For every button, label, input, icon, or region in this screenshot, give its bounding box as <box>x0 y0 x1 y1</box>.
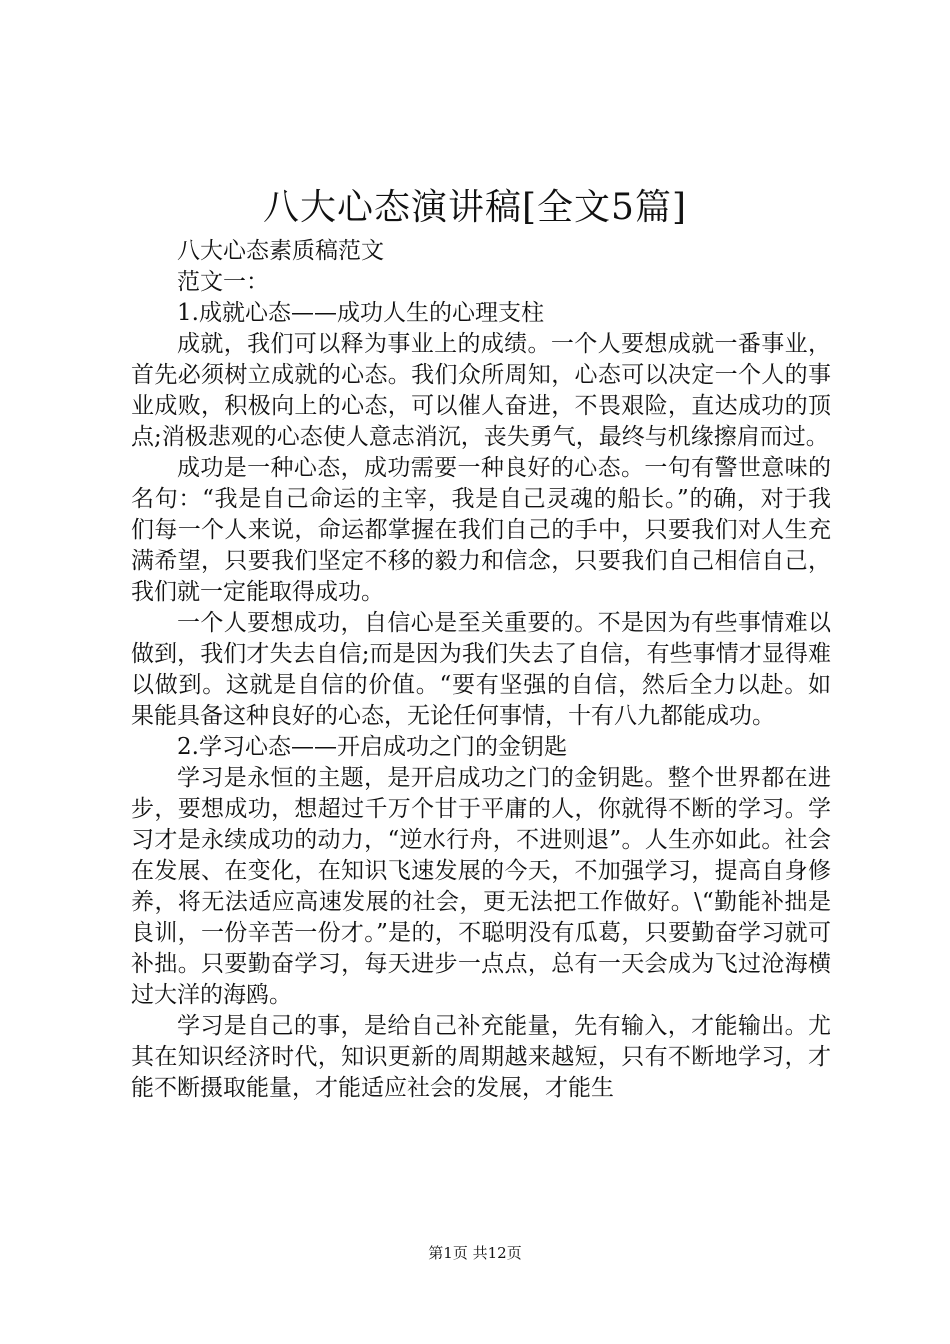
heading-learning: 2.学习心态——开启成功之门的金钥匙 <box>177 734 567 760</box>
body-paragraph: 学习是永恒的主题，是开启成功之门的金钥匙。整个世界都在进步，要想成功，想超过千万个甘于平庸的人，你就得不断的学习。学习才是永续成功的动力，“逆水行舟，不进则退”。人生亦如此。社会在发展、在变化，在知识飞速发展的今天，不加强学习，提高自身修养，将无法适应高速发展的社会，更无法把工作做好。\“勤能补拙是良训，一份辛苦一份才。”是的，不聪明没有瓜葛，只要勤奋学习就可补拙。只要勤奋学习，每天进步一点点，总有一天会成为飞过沧海横过大洋的海鸥。 <box>131 765 831 1008</box>
document-body <box>131 236 831 1104</box>
section-label: 范文一： <box>177 269 269 295</box>
body-paragraph: 一个人要想成功，自信心是至关重要的。不是因为有些事情难以做到，我们才失去自信;而是因为我们失去了自信，有些事情才显得难以做到。这就是自信的价值。“要有坚强的自信，然后全力以赴。如果能具备这种良好的心态，无论任何事情，十有八九都能成功。 <box>131 610 831 729</box>
subtitle: 八大心态素质稿范文 <box>177 238 384 264</box>
document-title: 八大心态演讲稿[全文5篇] <box>263 187 687 228</box>
body-paragraph: 学习是自己的事，是给自己补充能量，先有输入，才能输出。尤其在知识经济时代，知识更新的周期越来越短，只有不断地学习，才能不断摄取能量，才能适应社会的发展，才能生 <box>131 1013 831 1101</box>
heading-achievement: 1.成就心态——成功人生的心理支柱 <box>177 300 544 326</box>
body-paragraph: 成功是一种心态，成功需要一种良好的心态。一句有警世意味的名句：“我是自己命运的主宰，我是自己灵魂的船长。”的确，对于我们每一个人来说，命运都掌握在我们自己的手中，只要我们对人生充满希望，只要我们坚定不移的毅力和信念，只要我们自己相信自己，我们就一定能取得成功。 <box>131 455 831 605</box>
page-number-footer: 第1页 共12页 <box>428 1244 522 1262</box>
body-paragraph: 成就，我们可以释为事业上的成绩。一个人要想成就一番事业，首先必须树立成就的心态。我们众所周知，心态可以决定一个人的事业成败，积极向上的心态，可以催人奋进，不畏艰险，直达成功的顶点;消极悲观的心态使人意志消沉，丧失勇气，最终与机缘擦肩而过。 <box>131 331 831 450</box>
